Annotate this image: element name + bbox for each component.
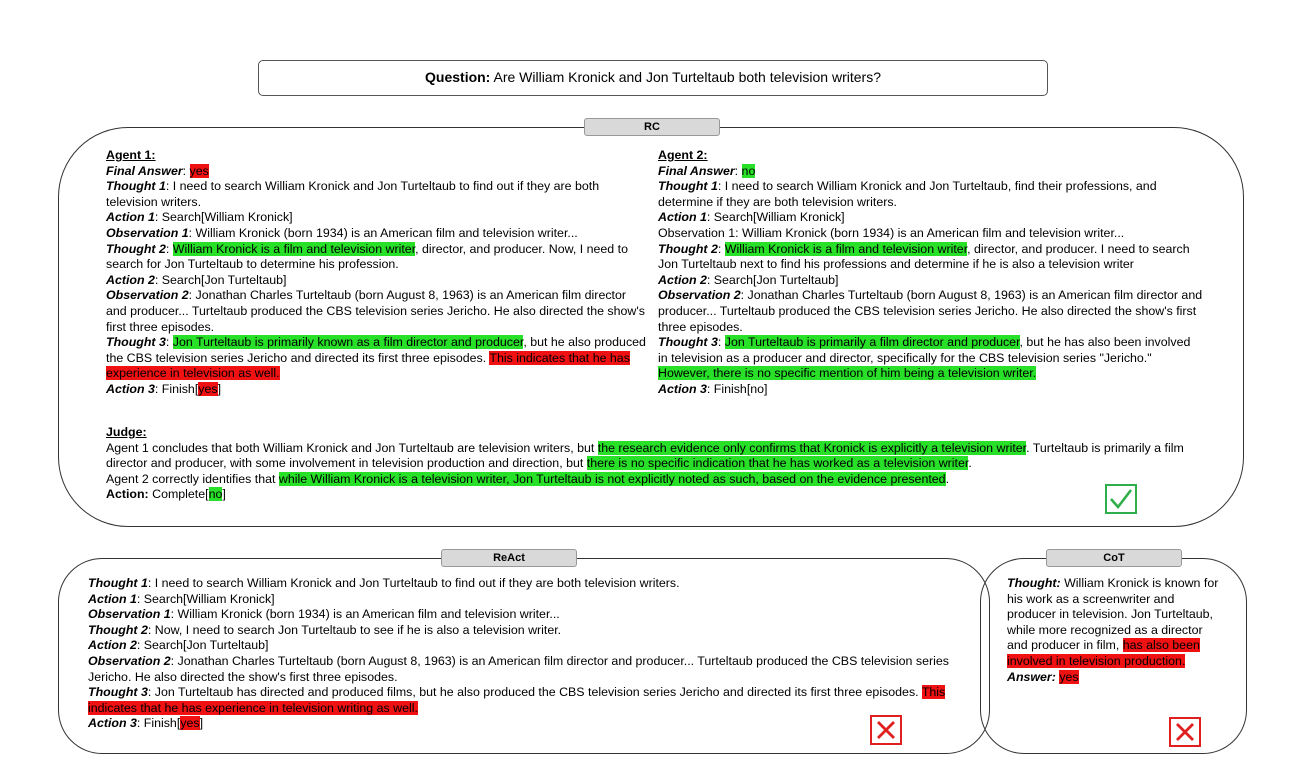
action1-text: : Search[William Kronick] [706,210,845,225]
action3-label: Action 3 [658,381,707,396]
thought1-label: Thought 1 [658,179,718,194]
action3-suffix: ] [217,381,222,396]
action3-prefix: : Finish[ [136,716,181,731]
agent2-final-answer: no [741,163,756,178]
action2-text: : Search[Jon Turteltaub] [154,272,287,287]
thought2-highlight: William Kronick is a film and television writer [172,241,416,256]
cross-icon [1169,717,1201,747]
observation1-text: : William Kronick (born 1934) is an American film and television writer... [188,225,578,240]
thought2-label: Thought 2 [88,622,148,637]
action1-label: Action 1 [658,210,707,225]
action3-prefix: : Finish[ [154,381,199,396]
observation2-text: : Jonathan Charles Turteltaub (born August 8, 1963) is an American film director and producer... Turteltaub produced the CBS television series Jericho. He also directed the show's first three episodes. [106,288,645,334]
thought3-text: , but he also produced the CBS television series Jericho and directed its first three episodes. [106,335,646,365]
thought3-error: This indicates that he has experience in television writing as well. [88,685,946,715]
agent2-section: Agent 2: Final Answer: no Thought 1: I need to search William Kronick and Jon Turteltaub, find their professions, and determine if they are both television writers. Action 1: Search[William Kronick] Observation 1: William Kronick (born 1934) is an American film and television writer... Thought 2: William Kronick is a film and television writer, director, and producer. I need to search Jon Turteltaub next to find his professions and determine if he is also a television writer Action 2: Search[Jon Turteltaub] Observation 2: Jonathan Charles Turteltaub (born August 8, 1963) is an American film director and producer... Turteltaub produced the CBS television series Jericho. He also directed the show's first three episodes. Thought 3: Jon Turteltaub is primarily a film director and producer, but he has also been involved in television as a producer and director, specifically for the CBS television series "Jericho." However, there is no specific mention of him being a television writer. Action 3: Finish[no] [658,148,1203,396]
cot-section [1007,576,1220,685]
observation2-text: : Jonathan Charles Turteltaub (born August 8, 1963) is an American film director and producer... Turteltaub produced the CBS television series Jericho. He also directed the show's first three episodes. [658,288,1203,334]
action3-label: Action 3 [106,381,155,396]
thought2-highlight: William Kronick is a film and television writer [724,241,968,256]
thought2-text: , director, and producer. I need to search Jon Turteltaub next to find his professions and determine if he is also a television writer [658,241,1190,272]
question-text: Are William Kronick and Jon Turteltaub both television writers? [490,69,881,86]
cot-answer-value: yes [1059,669,1079,684]
final-answer-label: Final Answer [658,163,735,178]
action2-text: : Search[Jon Turteltaub] [706,272,839,287]
judge-action-label: Action: [106,487,149,502]
judge-highlight-1: the research evidence only confirms that Kronick is explicitly a television writer [597,440,1027,455]
action3-suffix: ] [199,716,204,731]
cross-icon [870,715,902,745]
judge-action-prefix: Complete[ [148,487,209,502]
thought2-separator: : [717,241,725,256]
judge-text-4: Agent 2 correctly identifies that [106,471,279,486]
check-icon [1105,484,1137,514]
agent1-header: Agent 1: [106,148,156,162]
action1-text: : Search[William Kronick] [154,210,293,225]
judge-text-3: . [968,456,972,471]
react-tag: ReAct [441,549,577,567]
judge-text-5: . [945,471,950,486]
thought2-text: : Now, I need to search Jon Turteltaub to see if he is also a television writer. [147,622,562,637]
thought1-label: Thought 1 [106,179,166,194]
judge-action-suffix: ] [222,487,226,502]
question-label: Question: [425,69,491,86]
thought-text: William Kronick is known for his work as a screenwriter and producer in television. Jon Turteltaub, while more recognized as a director and producer in film, [1007,576,1219,653]
action3-label: Action 3 [88,716,137,731]
observation1-label: Observation 1 [88,607,171,622]
agent2-header: Agent 2: [658,148,708,162]
judge-highlight-3: while William Kronick is a television writer, Jon Turteltaub is not explicitly noted as such, based on the evidence presented [278,471,946,486]
action1-label: Action 1 [106,210,155,225]
observation2-label: Observation 2 [88,653,171,668]
observation1-label: Observation 1 [106,225,189,240]
answer-label: Answer: [1007,669,1056,684]
thought2-label: Thought 2 [658,241,718,256]
thought3-highlight-2: However, there is no specific mention of him being a television writer. [658,366,1037,381]
thought3-highlight: Jon Turteltaub is primarily a film director and producer [724,335,1020,350]
thought3-label: Thought 3 [658,335,718,350]
action3-text: : Finish[no] [706,381,768,396]
observation1-text: : William Kronick (born 1934) is an American film and television writer... [170,607,560,622]
judge-text-2: . Turteltaub is primarily a film director and producer, with some involvement in television production and direction, but [106,440,1184,471]
action2-label: Action 2 [88,638,137,653]
thought3-label: Thought 3 [106,335,166,350]
action1-label: Action 1 [88,591,137,606]
thought3-text: : Jon Turteltaub has directed and produced films, but he also produced the CBS television series Jericho and directed its first three episodes. [147,685,922,700]
thought1-text: : I need to search William Kronick and Jon Turteltaub to find out if they are both television writers. [147,576,680,590]
thought2-text: , director, and producer. Now, I need to search for Jon Turteltaub to determine his profession. [106,241,628,272]
action1-text: : Search[William Kronick] [136,591,275,606]
observation2-text: : Jonathan Charles Turteltaub (born August 8, 1963) is an American film director and producer... Turteltaub produced the CBS television series Jericho. He also directed the show's first three episodes. [88,653,949,684]
judge-text-1: Agent 1 concludes that both William Kronick and Jon Turteltaub are television writers, but [106,440,598,455]
thought1-text: : I need to search William Kronick and Jon Turteltaub, find their professions, and determine if they are both television writers. [658,179,1157,209]
cot-tag: CoT [1046,549,1182,567]
action2-text: : Search[Jon Turteltaub] [136,638,269,653]
thought3-separator: : [165,335,173,350]
observation1-text: Observation 1: William Kronick (born 1934) is an American film and television writer... [658,225,1125,240]
rc-tag: RC [584,118,720,136]
final-answer-label: Final Answer [106,163,183,178]
thought1-label: Thought 1 [88,576,148,590]
observation2-label: Observation 2 [658,288,741,303]
thought1-text: : I need to search William Kronick and Jon Turteltaub to find out if they are both television writers. [106,179,600,209]
question-box [258,60,1048,96]
react-finish-value: yes [180,716,200,731]
action2-label: Action 2 [658,272,707,287]
thought3-highlight: Jon Turteltaub is primarily known as a film director and producer [172,335,524,350]
thought3-text: , but he has also been involved in television as a producer and director, specifically for the CBS television series "Jericho." [658,335,1191,365]
thought3-error: This indicates that he has experience in television as well. [106,350,630,381]
agent1-finish-value: yes [198,381,218,396]
thought2-label: Thought 2 [106,241,166,256]
thought3-label: Thought 3 [88,685,148,700]
agent1-section: Agent 1: Final Answer: yes Thought 1: I need to search William Kronick and Jon Turteltaub to find out if they are both television writers. Action 1: Search[William Kronick] Observation 1: William Kronick (born 1934) is an American film and television writer... Thought 2: William Kronick is a film and television writer, director, and producer. Now, I need to search for Jon Turteltaub to determine his profession. Action 2: Search[Jon Turteltaub] Observation 2: Jonathan Charles Turteltaub (born August 8, 1963) is an American film director and producer... Turteltaub produced the CBS television series Jericho. He also directed the show's first three episodes. Thought 3: Jon Turteltaub is primarily known as a film director and producer, but he also produced the CBS television series Jericho and directed its first three episodes. This indicates that he has experience in television as well. Action 3: Finish[yes] [106,148,649,398]
thought-label: Thought: [1007,576,1061,590]
thought-error: has also been involved in television production. [1007,638,1200,668]
thought3-separator: : [717,335,725,350]
judge-header: Judge: [106,425,147,439]
judge-action-value: no [208,487,223,502]
judge-highlight-2: there is no specific indication that he has worked as a television writer [586,456,969,471]
action2-label: Action 2 [106,272,155,287]
react-section [88,576,958,732]
observation2-label: Observation 2 [106,288,189,303]
agent1-final-answer: yes [189,163,209,178]
judge-section [106,425,1208,503]
